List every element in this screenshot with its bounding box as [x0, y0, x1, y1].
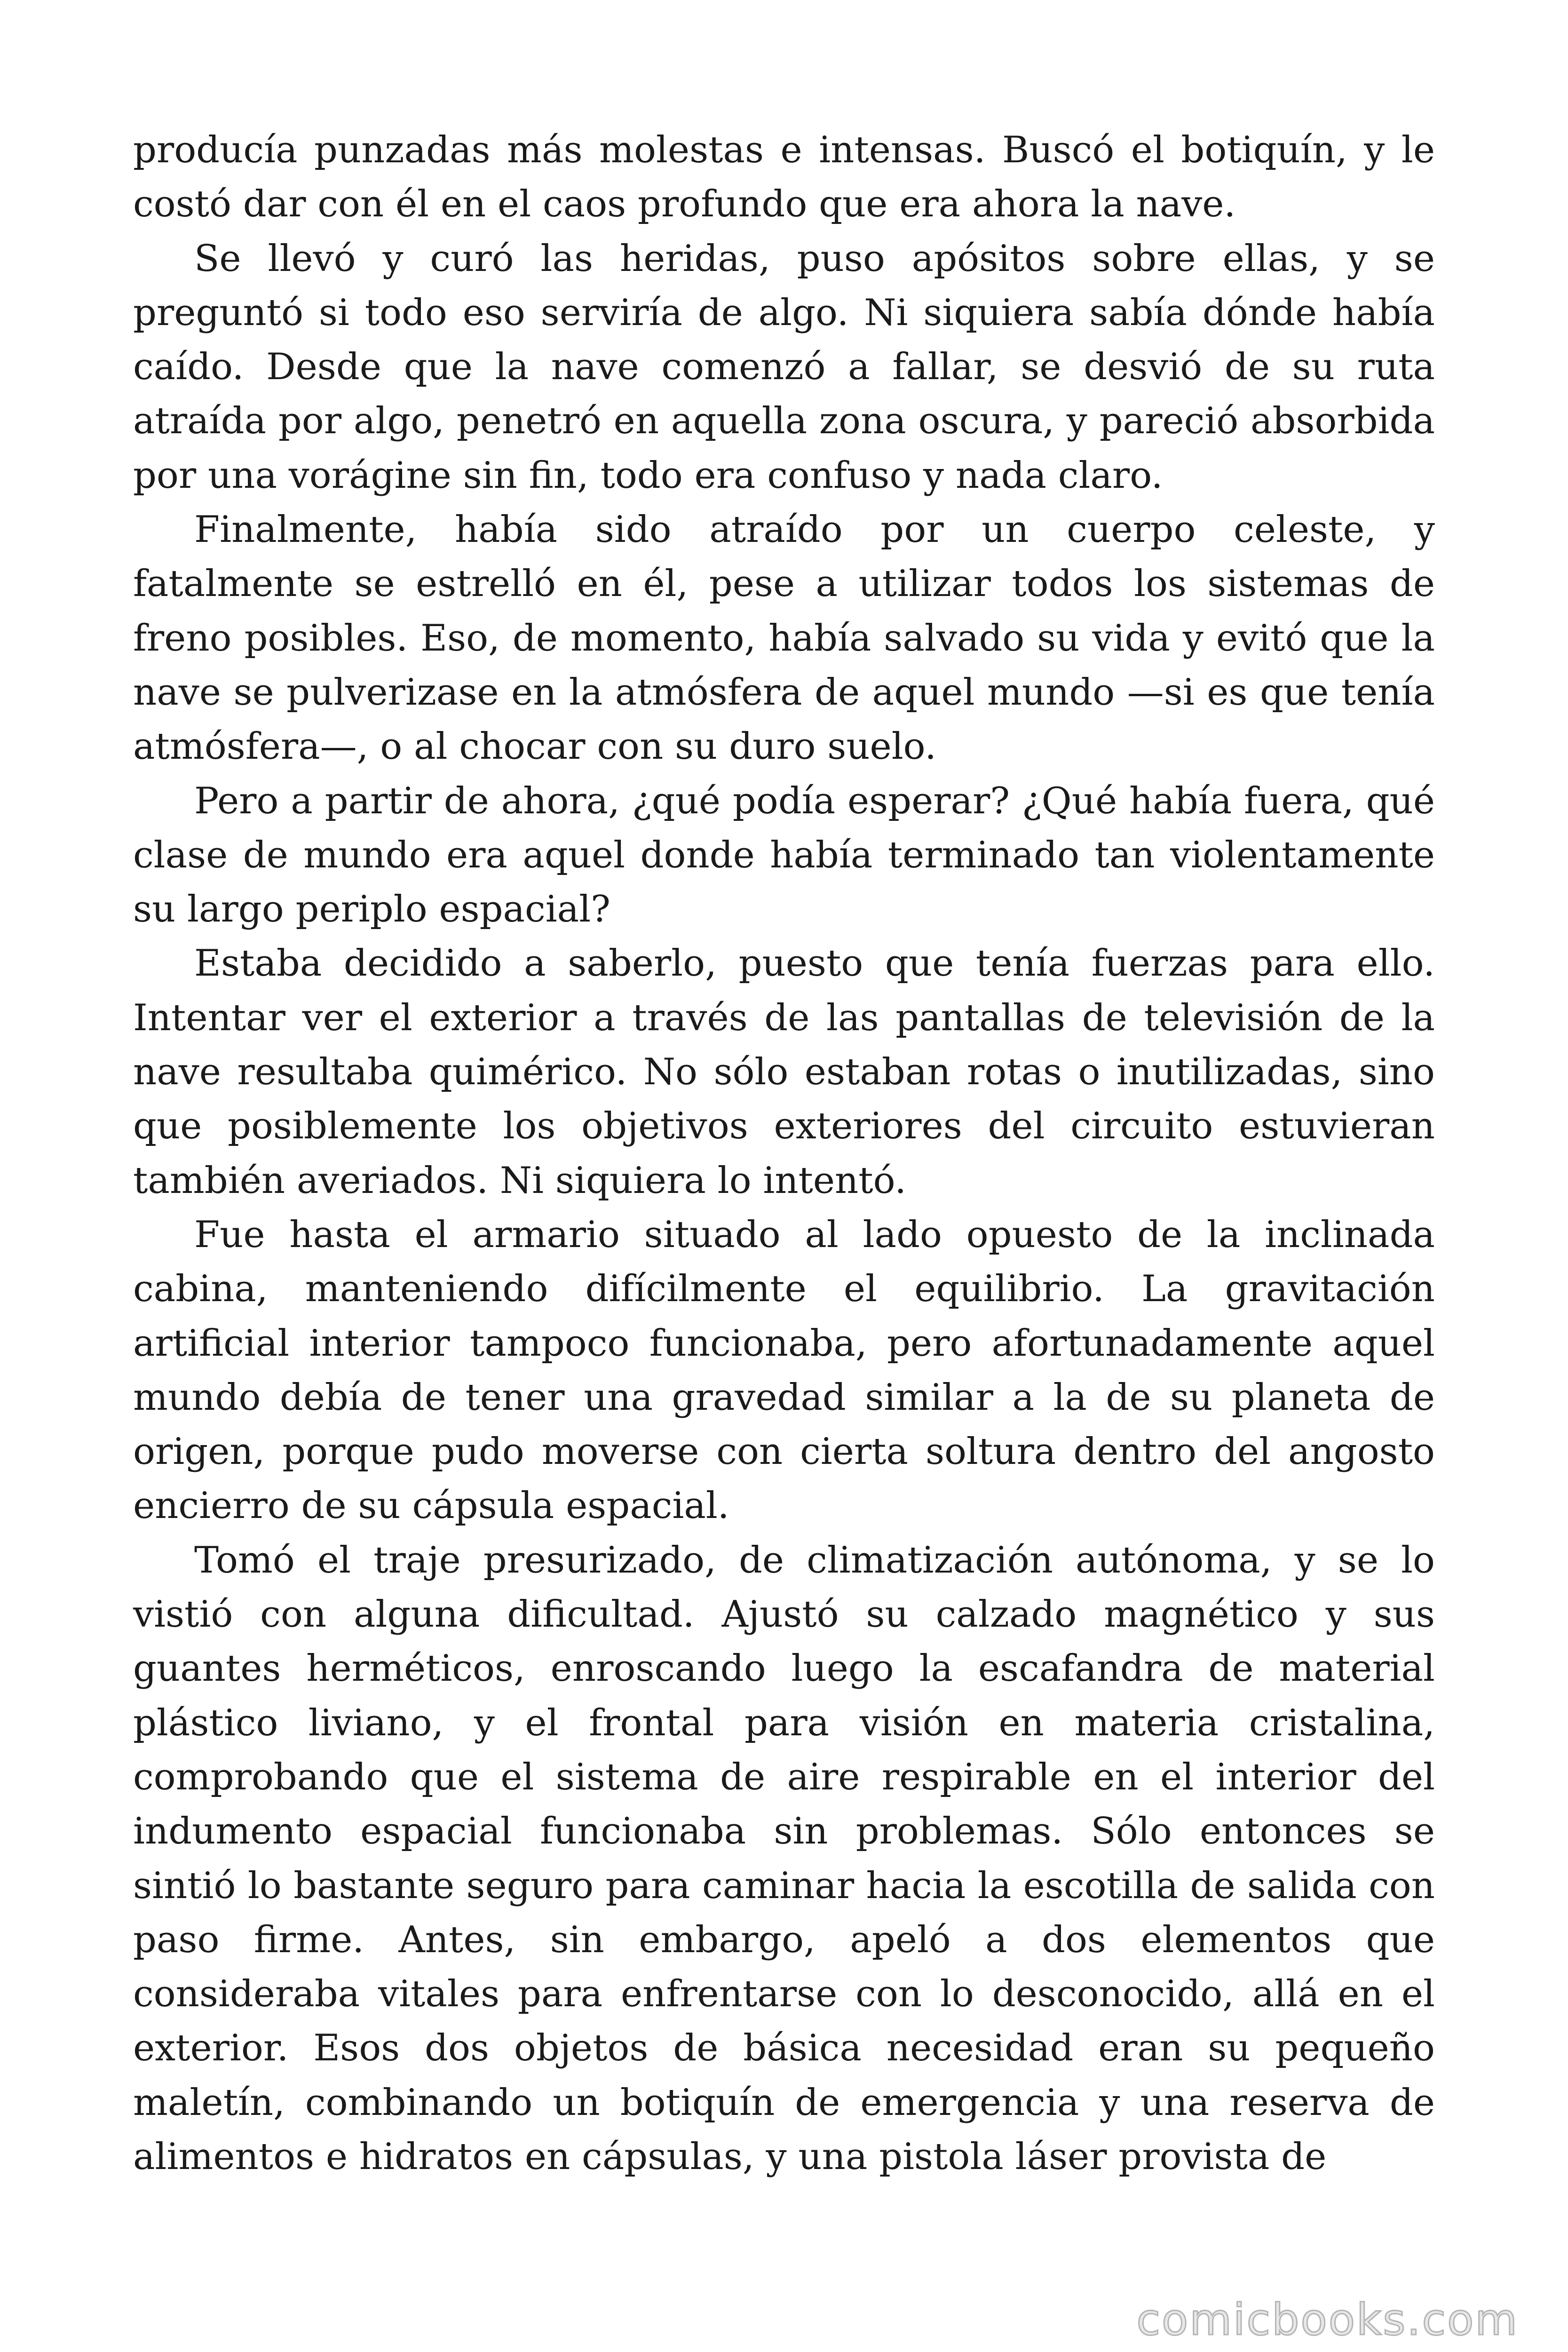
- paragraph: Pero a partir de ahora, ¿qué podía esperar? ¿Qué había fuera, qué clase de mundo era aquel donde había terminado tan violentamente su largo periplo espacial?: [133, 779, 1435, 931]
- paragraph: Estaba decidido a saberlo, puesto que tenía fuerzas para ello. Intentar ver el exterior a través de las pantallas de televisión de la nave resultaba quimérico. No sólo estaban rotas o inutilizadas, sino que posiblemente los objetivos exteriores del circuito estuvieran también averiados. Ni siquiera lo intentó.: [133, 942, 1435, 1202]
- paragraph: Se llevó y curó las heridas, puso apósitos sobre ellas, y se preguntó si todo eso serviría de algo. Ni siquiera sabía dónde había caído. Desde que la nave comenzó a fallar, se desvió de su ruta atraída por algo, penetró en aquella zona oscura, y pareció absorbida por una vorágine sin fin, todo era confuso y nada claro.: [133, 237, 1435, 497]
- paragraph: Tomó el traje presurizado, de climatización autónoma, y se lo vistió con alguna dificultad. Ajustó su calzado magnético y sus guantes herméticos, enroscando luego la escafandra de material plástico liviano, y el frontal para visión en materia cristalina, comprobando que el sistema de aire respirable en el interior del indumento espacial funcionaba sin problemas. Sólo entonces se sintió lo bastante seguro para caminar hacia la escotilla de salida con paso firme. Antes, sin embargo, apeló a dos elementos que consideraba vitales para enfrentarse con lo desconocido, allá en el exterior. Esos dos objetos de básica necesidad eran su pequeño maletín, combinando un botiquín de emergencia y una reserva de alimentos e hidratos en cápsulas, y una pistola láser provista de: [133, 1539, 1435, 2178]
- paragraph: Fue hasta el armario situado al lado opuesto de la inclinada cabina, manteniendo difícilmente el equilibrio. La gravitación artificial interior tampoco funcionaba, pero afortunadamente aquel mundo debía de tener una gravedad similar a la de su planeta de origen, porque pudo moverse con cierta soltura dentro del angosto encierro de su cápsula espacial.: [133, 1213, 1435, 1527]
- watermark: comicbooks.com: [1136, 2295, 1519, 2345]
- body-text: [133, 123, 1435, 2184]
- paragraph: Finalmente, había sido atraído por un cuerpo celeste, y fatalmente se estrelló en él, pese a utilizar todos los sistemas de freno posibles. Eso, de momento, había salvado su vida y evitó que la nave se pulverizase en la atmósfera de aquel mundo —si es que tenía atmósfera—, o al chocar con su duro suelo.: [133, 509, 1435, 768]
- paragraph-continued: producía punzadas más molestas e intensas. Buscó el botiquín, y le costó dar con él en el caos profundo que era ahora la nave.: [133, 129, 1435, 226]
